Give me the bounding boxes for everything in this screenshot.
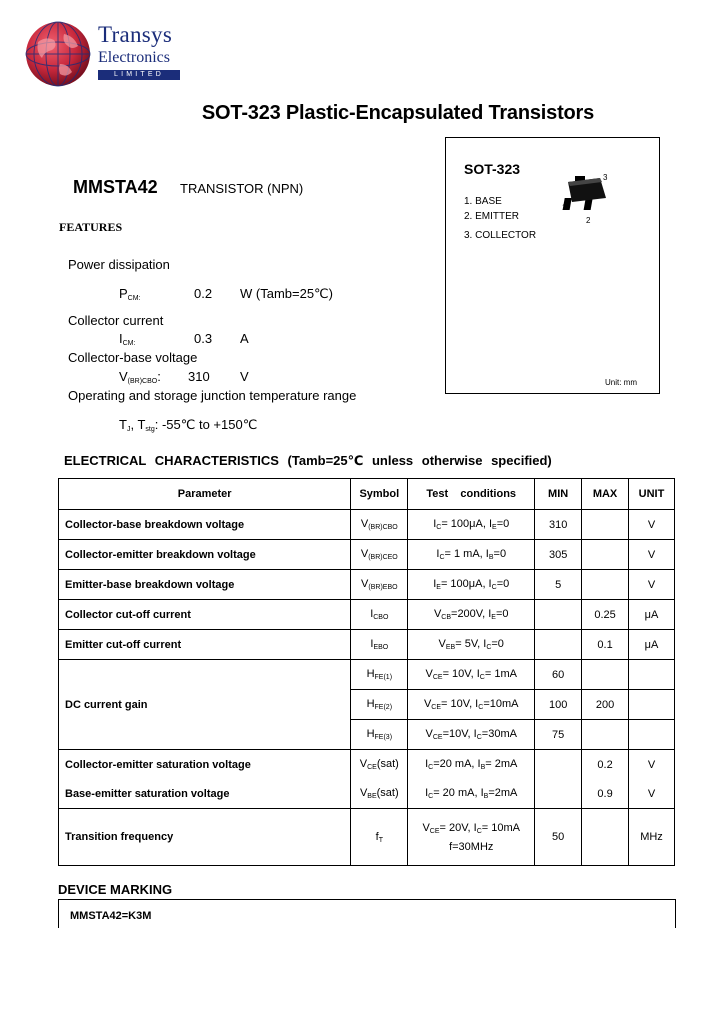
- features-heading: FEATURES: [59, 220, 123, 234]
- device-marking-heading: DEVICE MARKING: [58, 882, 173, 897]
- pin-collector: 3. COLLECTOR: [464, 230, 537, 241]
- part-number: MMSTA42: [73, 177, 158, 197]
- symbol-cell: $H_{FE(1)}$: [351, 660, 408, 690]
- symbol-cell: $I_{CBO}$: [351, 600, 408, 630]
- pin-emitter: 2. EMITTER: [464, 211, 520, 222]
- test-conditions-cell: $V_{CE}= 10V$, $I_C= 1mA$: [408, 660, 535, 690]
- pin-number-1: 1: [562, 203, 567, 212]
- parameter-cell: Collector cut-off current: [59, 600, 351, 630]
- table-row: [59, 660, 675, 690]
- electrical-characteristics-table: [58, 478, 675, 866]
- col-unit: UNIT: [629, 479, 675, 510]
- col-min: MIN: [535, 479, 582, 510]
- unit-cell: V: [629, 779, 675, 809]
- col-symbol: Symbol: [351, 479, 408, 510]
- min-cell: 60: [535, 660, 582, 690]
- max-cell: [582, 570, 629, 600]
- min-cell: [535, 750, 582, 780]
- unit-cell: V: [629, 540, 675, 570]
- unit-cell: [629, 660, 675, 690]
- part-description: TRANSISTOR (NPN): [180, 181, 304, 196]
- parameter-cell: Collector-emitter saturation voltage: [59, 750, 351, 780]
- power-dissipation-label: Power dissipation: [68, 257, 170, 272]
- package-unit: Unit: mm: [605, 378, 637, 387]
- parameter-cell: Base-emitter saturation voltage: [59, 779, 351, 809]
- max-cell: [582, 809, 629, 866]
- min-cell: 310: [535, 510, 582, 540]
- min-cell: 100: [535, 690, 582, 720]
- pin-number-3: 3: [603, 173, 608, 182]
- test-conditions-cell: $V_{CE}= 10V$, $I_C=10mA$: [408, 690, 535, 720]
- electrical-characteristics-heading: ELECTRICAL CHARACTERISTICS (Tamb=25℃ unless otherwise specified): [64, 453, 552, 468]
- test-conditions-cell: $I_C= 1$ mA, $I_B=0$: [408, 540, 535, 570]
- min-cell: 50: [535, 809, 582, 866]
- temperature-range-value: $T_J$, $T_{stg}$: -55℃ to +150℃: [119, 417, 258, 433]
- parameter-cell: Transition frequency: [59, 809, 351, 866]
- col-test-conditions: Test conditions: [408, 479, 535, 510]
- icm-unit: A: [240, 331, 249, 346]
- brand-block: [98, 22, 180, 80]
- max-cell: [582, 540, 629, 570]
- vcbo-symbol: $V_{(BR)CBO}$:: [119, 369, 161, 385]
- symbol-cell: $H_{FE(2)}$: [351, 690, 408, 720]
- device-marking-value: MMSTA42=K3M: [70, 910, 152, 922]
- max-cell: [582, 510, 629, 540]
- parameter-cell: DC current gain: [59, 660, 351, 750]
- brand-name: Transys: [98, 22, 173, 47]
- min-cell: [535, 779, 582, 809]
- pin-base: 1. BASE: [464, 196, 502, 207]
- globe-logo-icon: [24, 20, 92, 88]
- col-max: MAX: [582, 479, 629, 510]
- test-conditions-cell: $V_{EB}= 5V$, $I_C=0$: [408, 630, 535, 660]
- package-title: SOT-323: [464, 161, 521, 177]
- test-conditions-cell: $V_{CB}=200V$, $I_E=0$: [408, 600, 535, 630]
- min-cell: [535, 600, 582, 630]
- test-conditions-cell: $I_C=20$ mA, $I_B= 2mA$: [408, 750, 535, 780]
- test-conditions-cell: $I_C= 100\mu A$, $I_E=0$: [408, 510, 535, 540]
- collector-base-voltage-label: Collector-base voltage: [68, 350, 198, 365]
- symbol-cell: $f_T$: [351, 809, 408, 866]
- max-cell: 0.1: [582, 630, 629, 660]
- page-title: SOT-323 Plastic-Encapsulated Transistors: [201, 102, 595, 124]
- max-cell: [582, 660, 629, 690]
- icm-symbol: $I_{CM:}$: [119, 331, 136, 347]
- vcbo-value: 310: [188, 369, 210, 384]
- symbol-cell: $V_{CE}(sat)$: [351, 750, 408, 780]
- device-marking-box: [58, 899, 676, 928]
- table-row: [59, 779, 675, 809]
- table-row: [59, 750, 675, 780]
- table-row: [59, 630, 675, 660]
- temperature-range-label: Operating and storage junction temperature range: [68, 388, 357, 403]
- unit-cell: V: [629, 510, 675, 540]
- brand-limited-badge: LIMITED: [98, 70, 180, 80]
- col-parameter: Parameter: [59, 479, 351, 510]
- unit-cell: V: [629, 570, 675, 600]
- symbol-cell: $V_{(BR)CEO}$: [351, 540, 408, 570]
- unit-cell: μA: [629, 630, 675, 660]
- pcm-unit: W (Tamb=25℃): [240, 286, 333, 301]
- max-cell: 0.2: [582, 750, 629, 780]
- max-cell: [582, 720, 629, 750]
- unit-cell: V: [629, 750, 675, 780]
- icm-value: 0.3: [194, 331, 213, 346]
- pin-number-2: 2: [586, 216, 591, 225]
- max-cell: 0.9: [582, 779, 629, 809]
- test-conditions-cell: $V_{CE}=10V$, $I_C=30mA$: [408, 720, 535, 750]
- test-conditions-cell: $V_{CE}= 20V$, $I_C= 10mA$ f=30MHz: [408, 809, 535, 866]
- table-row: [59, 570, 675, 600]
- min-cell: [535, 630, 582, 660]
- parameter-cell: Collector-emitter breakdown voltage: [59, 540, 351, 570]
- max-cell: 200: [582, 690, 629, 720]
- pcm-symbol: $P_{CM:}$: [119, 286, 141, 302]
- symbol-cell: $H_{FE(3)}$: [351, 720, 408, 750]
- symbol-cell: $I_{EBO}$: [351, 630, 408, 660]
- package-box: [445, 137, 660, 394]
- collector-current-label: Collector current: [68, 313, 164, 328]
- symbol-cell: $V_{(BR)EBO}$: [351, 570, 408, 600]
- table-row: [59, 540, 675, 570]
- min-cell: 5: [535, 570, 582, 600]
- table-header-row: [59, 479, 675, 510]
- test-conditions-cell: $I_C= 20$ mA, $I_B=2mA$: [408, 779, 535, 809]
- unit-cell: [629, 720, 675, 750]
- max-cell: 0.25: [582, 600, 629, 630]
- parameter-cell: Emitter-base breakdown voltage: [59, 570, 351, 600]
- brand-subtitle: Electronics: [98, 49, 170, 66]
- parameter-cell: Collector-base breakdown voltage: [59, 510, 351, 540]
- symbol-cell: $V_{BE}(sat)$: [351, 779, 408, 809]
- min-cell: 305: [535, 540, 582, 570]
- symbol-cell: $V_{(BR)CBO}$: [351, 510, 408, 540]
- unit-cell: [629, 690, 675, 720]
- test-conditions-cell: $I_E= 100\mu A$, $I_C=0$: [408, 570, 535, 600]
- table-row: [59, 510, 675, 540]
- parameter-cell: Emitter cut-off current: [59, 630, 351, 660]
- table-row: [59, 600, 675, 630]
- min-cell: 75: [535, 720, 582, 750]
- vcbo-unit: V: [240, 369, 249, 384]
- unit-cell: MHz: [629, 809, 675, 866]
- pcm-value: 0.2: [194, 286, 213, 301]
- unit-cell: μA: [629, 600, 675, 630]
- table-row: [59, 809, 675, 866]
